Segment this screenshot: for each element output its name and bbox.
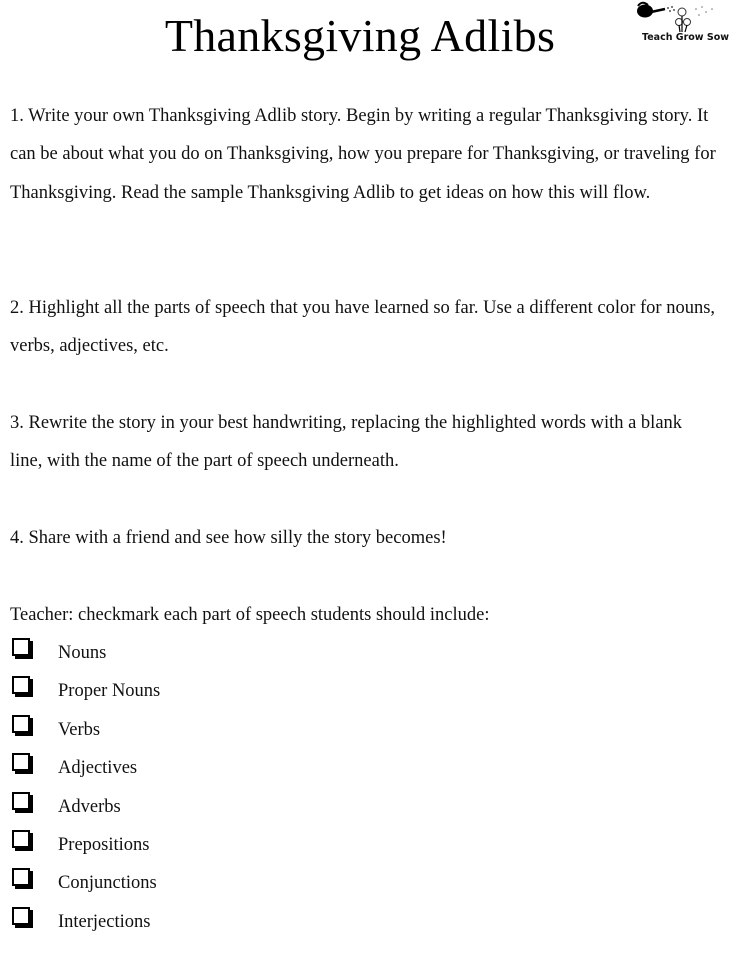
checkbox[interactable] xyxy=(12,715,30,733)
checkbox[interactable] xyxy=(12,753,30,771)
instruction-3: 3. Rewrite the story in your best handwriting, replacing the highlighted words with a blank line, with the name of the part of speech underneath. xyxy=(10,413,683,472)
teacher-note: Teacher: checkmark each part of speech students should include: xyxy=(10,605,490,625)
watering-can-dandelion-icon xyxy=(632,0,718,34)
instruction-4: 4. Share with a friend and see how silly the story becomes! xyxy=(10,528,447,548)
checklist-label: Adjectives xyxy=(58,758,138,779)
checkbox[interactable] xyxy=(12,868,30,886)
checkbox[interactable] xyxy=(12,638,30,656)
instruction-2: 2. Highlight all the parts of speech that you have learned so far. Use a different color for nouns, verbs, adjectives, etc. xyxy=(10,298,716,357)
checkbox[interactable] xyxy=(12,830,30,848)
checklist-label: Adverbs xyxy=(58,796,121,817)
checklist-label: Verbs xyxy=(58,719,101,740)
checklist-label: Nouns xyxy=(58,643,107,663)
instruction-1: 1. Write your own Thanksgiving Adlib story. Begin by writing a regular Thanksgiving story. It can be about what you do on Thanksgiving, how you prepare for Thanksgiving, or traveling for Thanksgiving. Read the sample Thanksgiving Adlib to get ideas on how this will flow. xyxy=(10,106,716,203)
teach-grow-sow-logo xyxy=(632,0,729,48)
checklist-label: Conjunctions xyxy=(58,873,157,894)
logo-text: Teach Grow Sow xyxy=(642,32,729,43)
page-title: Thanksgiving Adlibs xyxy=(164,10,556,61)
checklist-label: Prepositions xyxy=(58,834,150,855)
checkbox[interactable] xyxy=(12,676,30,694)
checklist-label: Interjections xyxy=(58,911,151,932)
checklist-label: Proper Nouns xyxy=(58,681,161,702)
checkbox[interactable] xyxy=(12,907,30,925)
checkbox[interactable] xyxy=(12,792,30,810)
